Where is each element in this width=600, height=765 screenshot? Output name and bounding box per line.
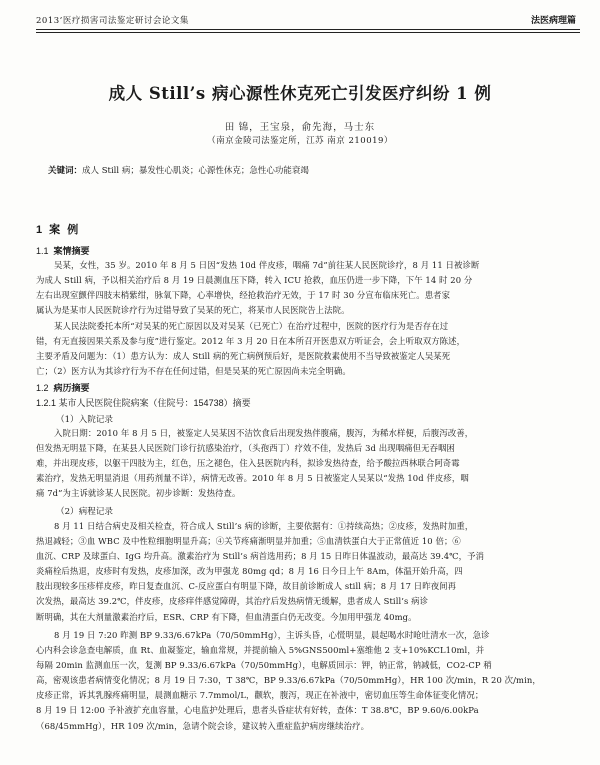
text-line: 心内科会诊急查电解质，血 Rt、血凝鉴定，输血常规，并提前输入 5%GNS500ml+塞维他 2 支+10%KCL10ml，并 (36, 645, 485, 656)
text-line: 属认为是某市人民医院诊疗行为过错导致了吴某的死亡，将某市人民医院告上法院。 (36, 305, 350, 316)
paper-title: 成人 Still’s 病心源性休克死亡引发医疗纠纷 1 例 (108, 84, 492, 103)
text-line: 次发热，最高达 39.2℃，伴皮疹，皮疹痒伴感觉障碍，其治疗后发热病情无缓解，患者成人 Still’s 病诊 (36, 596, 429, 607)
text-line: 素治疗，发热无明显消退（用药剂量不详），病情无改善。2010 年 8 月 5 日被鉴定人吴某以“发热 10d 伴皮疹，咽 (36, 473, 469, 484)
text-line: 断明确，其在大剂量激素治疗后，ESR、CRP 有下降，但血清蛋白仍无改变。今加用甲强龙 40mg。 (36, 611, 417, 622)
subsection-number: 1.2.1 (36, 398, 57, 408)
text-line: 皮疹正常，诉其乳腺疼痛明显，晨测血糖示 7.7mmol/L，颧软，腹泻，现正在补液中，密切血压等生命体征变化情况； (36, 690, 484, 701)
paragraph-progress-record-2 (36, 628, 564, 734)
subsection-title: 病历摘要 (53, 383, 90, 393)
text-line: 血沉、CRP 及球蛋白、IgG 均升高。激素治疗为 Still’s 病首选用药；8 月 15 日昨日体温波动，最高达 39.4℃，予消 (36, 551, 485, 562)
paragraph-admission-record (36, 426, 564, 501)
text-line: 高，密观该患者病情变化情况；8 月 19 日 7:30，T 38℃，BP 9.33/6.67kPa（70/50mmHg），HR 100 次/min，R 20 次/min， (36, 675, 541, 686)
text-line: 入院日期：2010 年 8 月 5 日，被鉴定人吴某因不洁饮食后出现发热伴腹痛，腹泻，为稀水样便，后腹泻改善， (54, 428, 474, 438)
subsection-1-2-heading (36, 381, 90, 394)
paragraph-case-summary-1 (36, 258, 564, 318)
text-line: 炎痛栓后热退，皮疹时有发热，皮疹加深，改为甲强龙 80mg qd；8 月 16 日今日上午 8Am，体温开始升高，四 (36, 566, 463, 577)
text-line: 为成人 Still 病，予以相关治疗后 8 月 19 日晨测血压下降，转入 ICU 抢救，血压仍进一步下降，下午 14 时 20 分 (36, 275, 473, 286)
text-line: 主要矛盾及问题为：（1）患方认为：成人 Still 病的死亡病例预后好，是医院救素使用不当导致被鉴定人吴某死 (36, 351, 451, 362)
subsection-number: 1.1 (36, 246, 49, 256)
affiliation: （南京金陵司法鉴定所，江苏 南京 210019） (207, 136, 393, 146)
admission-record-heading: （1）入院记录 (56, 415, 114, 425)
subsection-title: 某市人民医院住院病案（住院号：154738）摘要 (58, 398, 251, 408)
keywords-label: 关键词： (48, 166, 83, 176)
progress-record-heading: （2）病程记录 (56, 507, 114, 517)
text-line: 肢出现较多压疹样皮疹，昨日复查血沉、C-反应蛋白有明显下降，故目前诊断成人 still 病；8 月 17 日昨夜间再 (36, 581, 457, 592)
text-line: 每隔 20min 监测血压一次，复测 BP 9.33/6.67kPa（70/50mmHg），电解质回示：钾，钠正常，钠减低，CO2-CP 稍 (36, 660, 492, 671)
subsection-title: 案情摘要 (53, 246, 90, 256)
text-line: 8 月 19 日 7:20 昨测 BP 9.33/6.67kPa（70/50mmHg），主诉头昏，心慌明显，晨起喝水时呛吐清水一次，急诊 (54, 630, 490, 640)
subsection-number: 1.2 (36, 383, 49, 393)
text-line: 但发热无明显下降，在某县人民医院门诊行抗感染治疗，（头孢西丁）疗效不佳，发热后 3d 出现咽痛但无吞咽困 (36, 443, 456, 454)
text-line: （68/45mmHg），HR 109 次/min，急请个院会诊，建议转入重症监护病房继续治疗。 (36, 720, 370, 731)
text-line: 8 月 11 日结合病史及相关检查，符合成人 Still’s 病的诊断，主要依据有：①持续高热；②皮疹，发热时加重， (54, 521, 474, 531)
section-name: 法医病理篇 (530, 16, 576, 26)
section-1-heading: 1 案 例 (36, 224, 81, 236)
journal-name: 2013’医疗损害司法鉴定研讨会论文集 (36, 16, 189, 26)
keywords (48, 164, 309, 176)
text-line: 8 月 19 日 12:00 予补液扩充血容量，心电监护处理后，患者头昏症状有好转，查体：T 38.8℃，BP 9.60/6.00kPa (36, 705, 479, 716)
keywords-text: 成人 Still 病；暴发性心肌炎；心源性休克；急性心功能衰竭 (82, 166, 309, 176)
paragraph-case-summary-2 (36, 319, 564, 379)
text-line: 痛 7d”为主诉就诊某人民医院。初步诊断：发热待查。 (36, 488, 241, 499)
paragraph-progress-record-1 (36, 519, 564, 625)
running-header (36, 10, 580, 28)
header-rule (36, 29, 580, 33)
subsection-1-2-1-heading (36, 396, 251, 409)
text-line: 吴某，女性，35 岁。2010 年 8 月 5 日因“发热 10d 伴皮疹，咽痛 7d”前往某人民医院诊疗，8 月 11 日被诊断 (54, 260, 480, 270)
text-line: 难，并出现皮疹，以躯干四肢为主，红色，压之褪色，住入县医院内科，拟诊发热待查，给予酸拉西林联合阿奇霉 (36, 458, 460, 469)
text-line: 左右出现室颤伴四肢末梢紫绀，脉氧下降，心率增快，经抢救治疗无效，于 17 时 30 分宣布临床死亡。患者家 (36, 290, 451, 301)
text-line: 亡；（2）医方认为其诊疗行为不存在任何过错，但是吴某的死亡原因尚未完全明确。 (36, 366, 351, 377)
subsection-1-1-heading (36, 244, 90, 257)
text-line: 热退减轻；③血 WBC 及中性粒细胞明显升高；④关节疼痛渐明显并加重；⑤血清铁蛋白大于正常值近 10 倍；⑥ (36, 536, 461, 547)
text-line: 某人民法院委托本所“对吴某的死亡原因以及对吴某（已死亡）在治疗过程中，医院的医疗行为是否存在过 (54, 321, 449, 331)
text-line: 错，有无直接因果关系及参与度”进行鉴定。2012 年 3 月 20 日在本所召开医患双方听证会，会上听取双方陈述， (36, 336, 466, 347)
authors: 田 锦，王宝泉，俞先海，马士东 (224, 123, 376, 133)
